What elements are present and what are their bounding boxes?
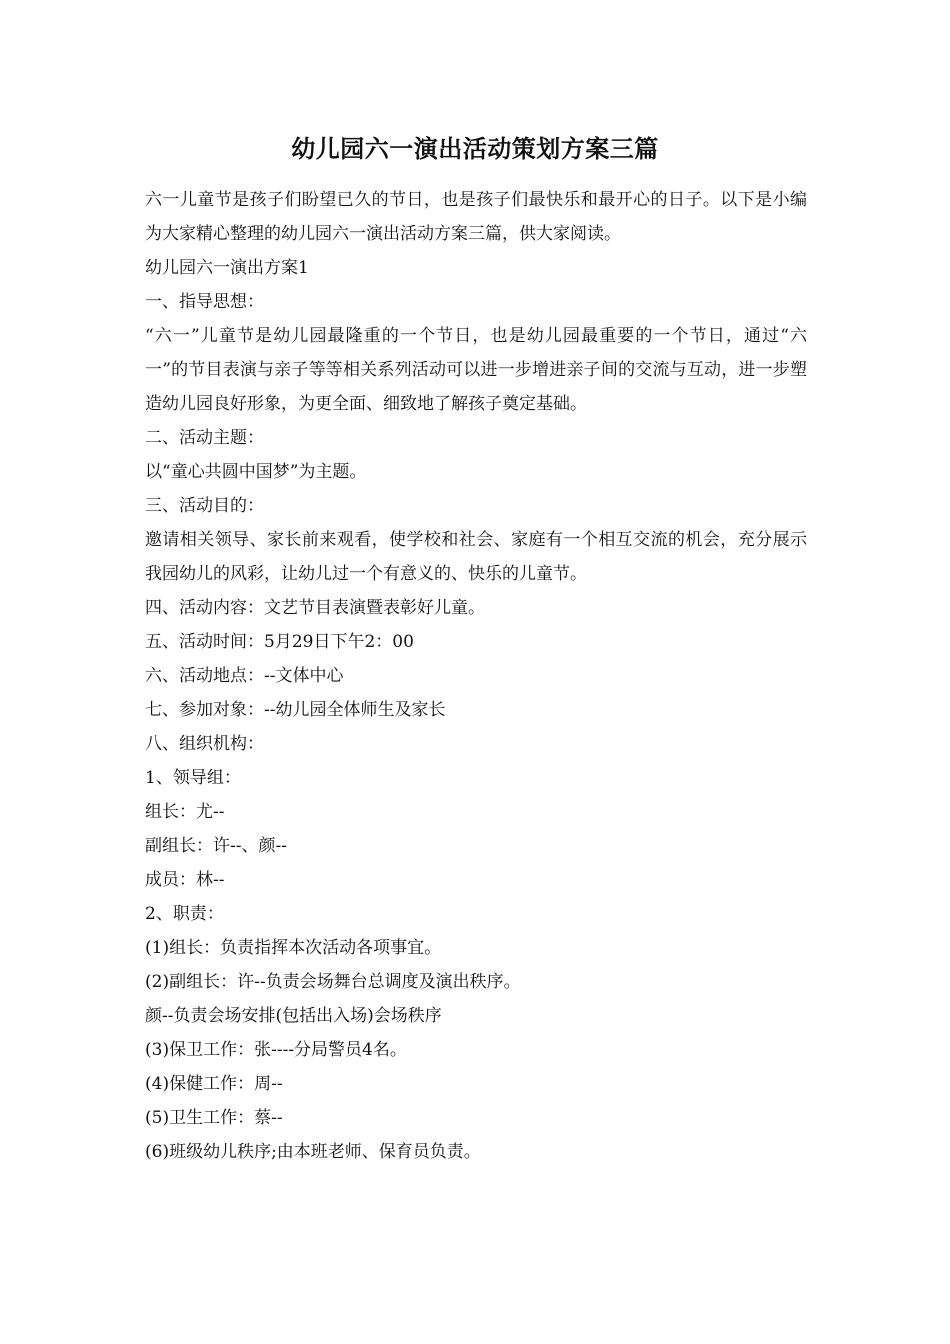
duty-item-3: (3)保卫工作：张----分局警员4名。 (145, 1040, 407, 1060)
duty-item-2: (2)副组长：许--负责会场舞台总调度及演出秩序。 (145, 972, 521, 992)
duties-heading: 2、职责： (145, 904, 224, 924)
document-title: 幼儿园六一演出活动策划方案三篇 (291, 134, 659, 163)
heading-organization: 八、组织机构： (145, 734, 264, 754)
activity-time-line: 五、活动时间：5月29日下午2：00 (145, 632, 414, 652)
heading-activity-purpose: 三、活动目的： (145, 496, 264, 516)
activity-location-line: 六、活动地点：--文体中心 (145, 666, 344, 686)
group-leader-line: 组长：尤-- (145, 802, 225, 822)
duty-item-4: (4)保健工作：周-- (145, 1074, 283, 1094)
participants-line: 七、参加对象：--幼儿园全体师生及家长 (145, 700, 446, 720)
guiding-idea-paragraph: “六一”儿童节是幼儿园最隆重的一个节日，也是幼儿园最重要的一个节日，通过“六一”的节目表演与亲子等等相关系列活动可以进一步增进亲子间的交流与互动，进一步塑造幼儿园良好形象，为更全面、细致地了解孩子奠定基础。 (145, 326, 807, 414)
leadership-group-heading: 1、领导组： (145, 768, 241, 788)
heading-activity-theme: 二、活动主题： (145, 428, 264, 448)
heading-guiding-idea: 一、指导思想： (145, 292, 264, 312)
section-heading-plan-1: 幼儿园六一演出方案1 (145, 258, 309, 278)
deputy-leader-line: 副组长：许--、颜-- (145, 836, 287, 856)
document-body (145, 183, 807, 1169)
activity-content-line: 四、活动内容：文艺节目表演暨表彰好儿童。 (145, 598, 485, 618)
duty-item-6: (6)班级幼儿秩序;由本班老师、保育员负责。 (145, 1142, 481, 1162)
intro-paragraph: 六一儿童节是孩子们盼望已久的节日，也是孩子们最快乐和最开心的日子。以下是小编为大家精心整理的幼儿园六一演出活动方案三篇，供大家阅读。 (145, 190, 807, 244)
duty-item-2-continued: 颜--负责会场安排(包括出入场)会场秩序 (145, 1006, 442, 1026)
members-line: 成员：林-- (145, 870, 225, 890)
duty-item-1: (1)组长：负责指挥本次活动各项事宜。 (145, 938, 442, 958)
activity-theme-text: 以“童心共圆中国梦”为主题。 (145, 462, 367, 482)
activity-purpose-paragraph: 邀请相关领导、家长前来观看，使学校和社会、家庭有一个相互交流的机会，充分展示我园幼儿的风彩，让幼儿过一个有意义的、快乐的儿童节。 (145, 530, 807, 584)
duty-item-5: (5)卫生工作：蔡-- (145, 1108, 283, 1128)
